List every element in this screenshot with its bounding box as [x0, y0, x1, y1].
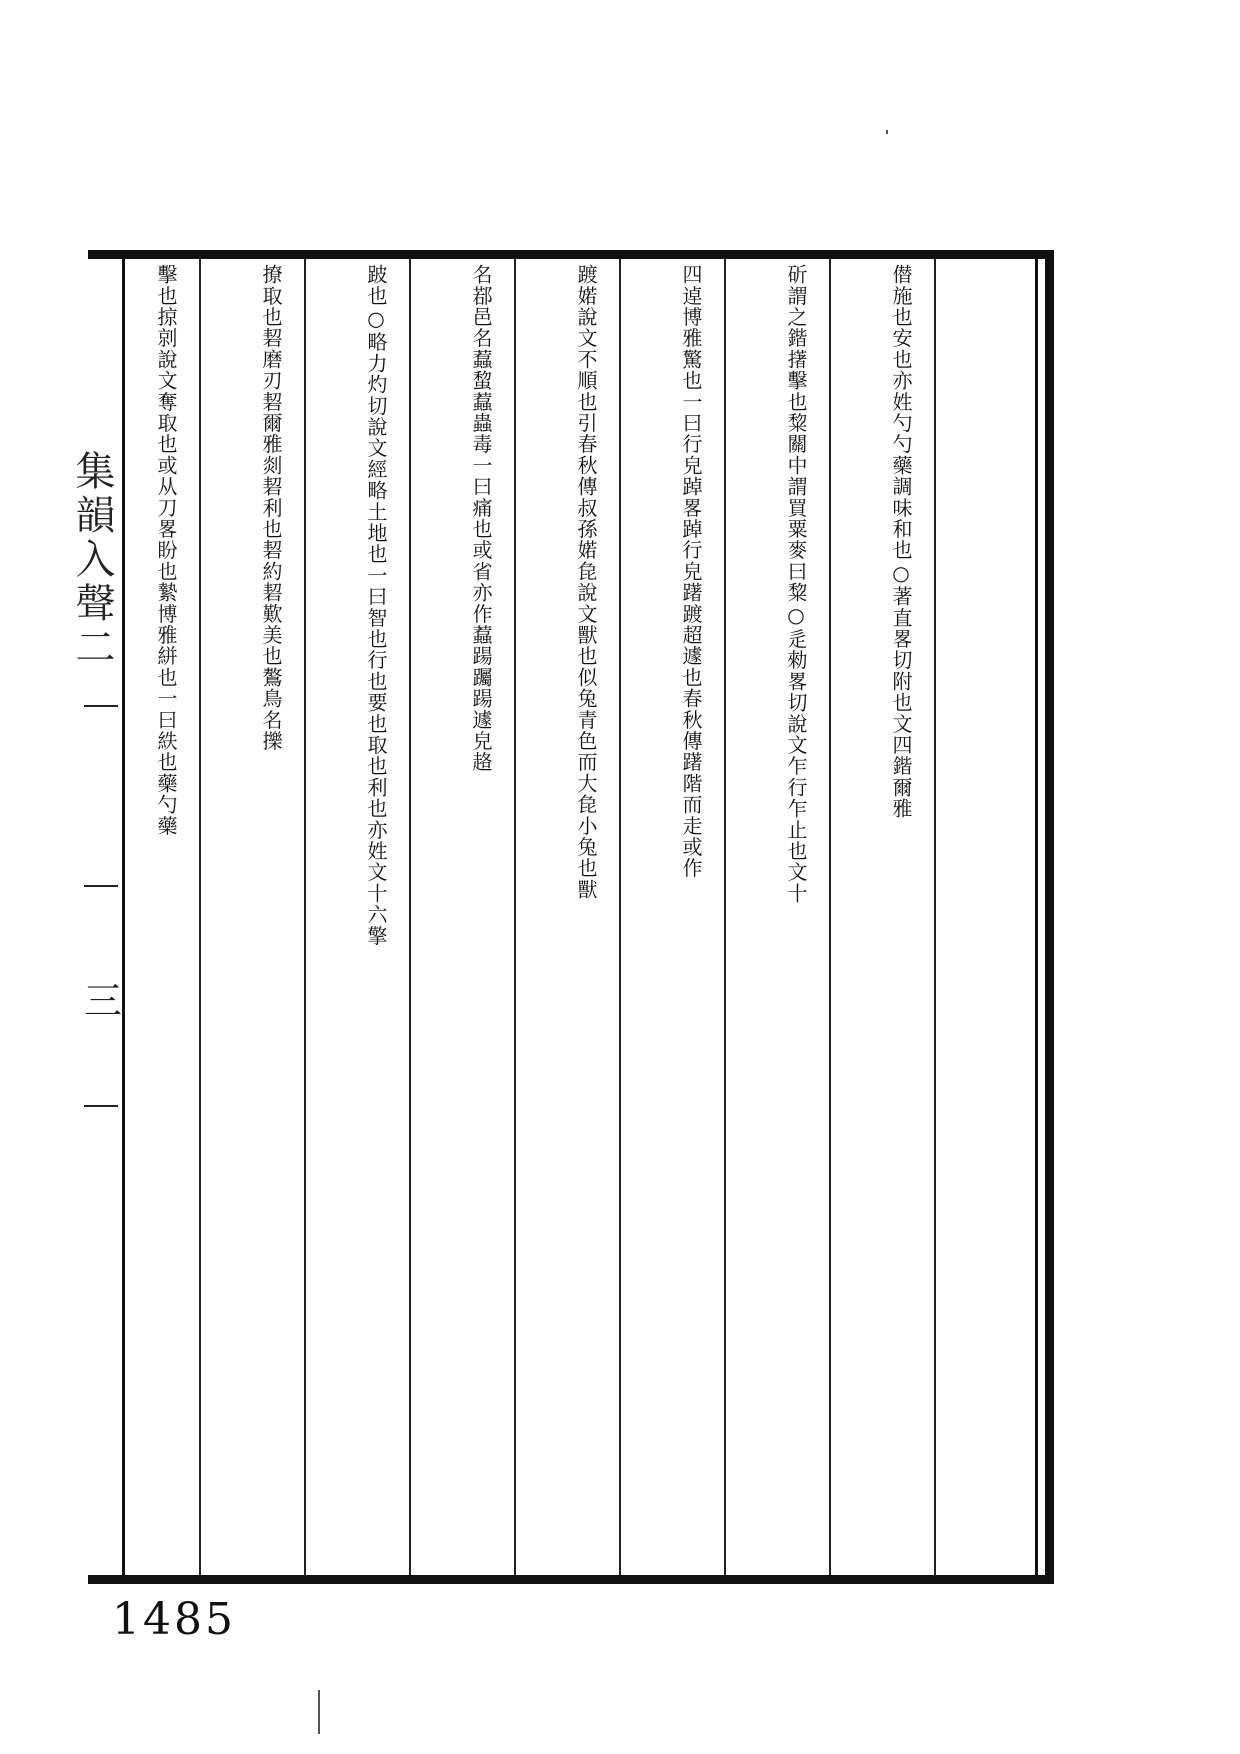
column-text: 斫謂之鍇擆擊也䊍關中謂買粟麥曰䊍○辵勑畧切說文乍行乍止也文十 [784, 264, 808, 904]
frame-bottom-rule [88, 1575, 1054, 1584]
text-column-4 [521, 264, 617, 1566]
page-number: 1485 [112, 1594, 236, 1645]
frame-right-rule [1045, 250, 1054, 1584]
frame-top-rule [88, 250, 1054, 259]
frame-right-inner-rule [1035, 259, 1038, 1575]
text-column-5 [416, 264, 512, 1566]
text-column-3 [626, 264, 722, 1566]
column-divider [724, 259, 726, 1575]
column-text: 擊也掠剠說文奪取也或从刀畧盼也縶博雅絣也一曰紩也藥勺藥 [154, 264, 178, 837]
column-text: 四逴博雅驚也一曰行皃踔畧踔行皃躇踱超遽也春秋傳躇階而走或作 [679, 264, 703, 879]
column-divider [619, 259, 621, 1575]
text-column-1 [836, 264, 932, 1566]
column-text: 跛也○略力灼切說文經略土地也一曰智也行也要也取也利也亦姓文十六擎 [364, 264, 388, 947]
text-column-7 [206, 264, 302, 1566]
column-divider [514, 259, 516, 1575]
column-text: 名鄀邑名蠚䖿蠚蟲毒一曰痛也或省亦作蠚踼䠱踼遽皃䞦 [469, 264, 493, 773]
text-column-6 [311, 264, 407, 1566]
scan-speck [318, 1690, 320, 1734]
scan-speck [886, 130, 888, 134]
column-divider [409, 259, 411, 1575]
column-text: 踱婼說文不順也引春秋傳叔孫婼㲋說文獸也似兔青色而大㲋小兔也獸 [574, 264, 598, 900]
column-divider [304, 259, 306, 1575]
column-divider [829, 259, 831, 1575]
text-column-8 [101, 264, 197, 1566]
column-divider [199, 259, 201, 1575]
column-text: 撩取也䂮磨刃䂮爾雅剡䂮利也䂮約䂮歎美也鷔鳥名擽 [259, 264, 283, 752]
margin-title: 集韻入聲二 [69, 450, 115, 670]
margin-leaf-number: 三 [84, 979, 123, 1023]
text-column-2 [731, 264, 827, 1566]
column-text: 僣施也安也亦姓勺勺藥調味和也○著直畧切附也文四鍇爾雅 [889, 264, 913, 820]
column-divider [934, 259, 936, 1575]
